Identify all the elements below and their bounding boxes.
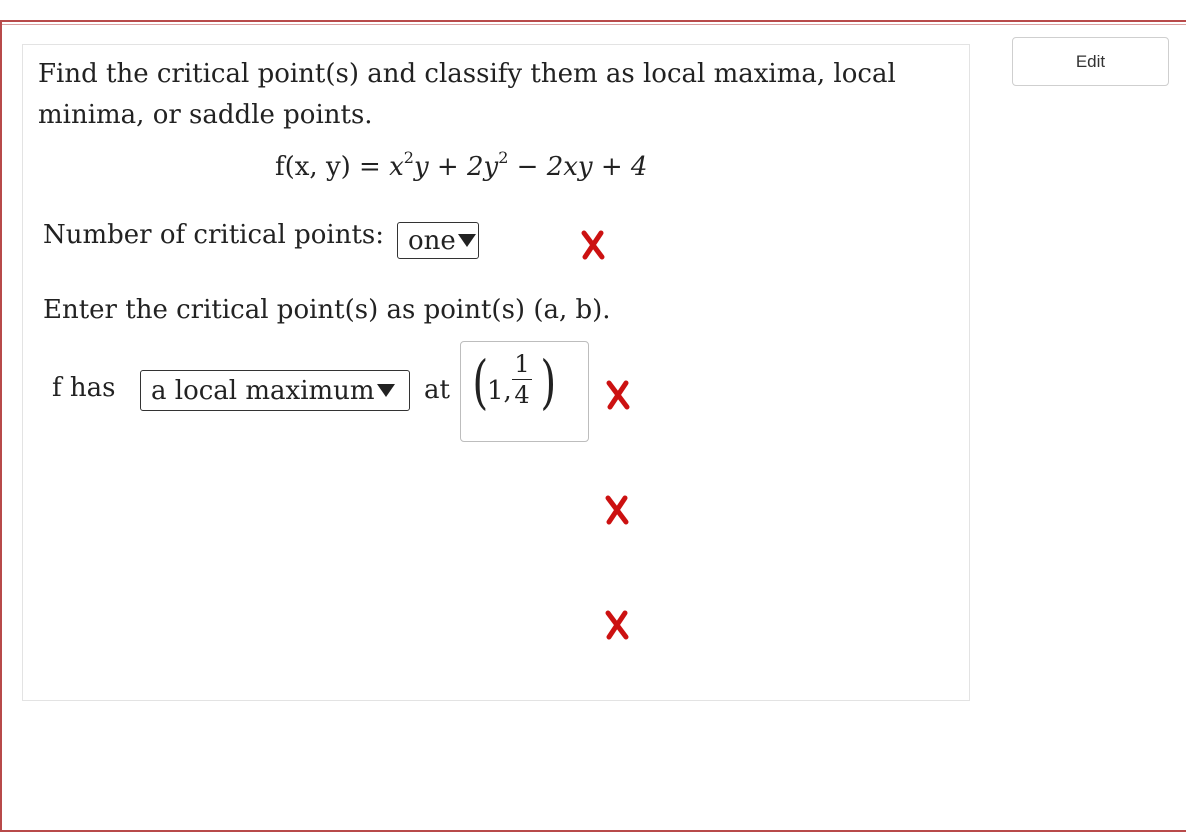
caret-down-icon [458,234,476,247]
caret-down-icon [377,384,395,397]
num-points-value: one [408,225,456,256]
critical-point-input[interactable] [460,341,589,442]
point-x-value: 1, [487,376,512,406]
cross-mark-icon [604,495,630,525]
function-equation [275,148,648,182]
equation-term: y + 2y [413,152,499,182]
num-points-label: Number of critical points: [43,220,385,250]
equation-exponent: 2 [403,148,414,167]
cross-mark-icon [604,610,630,640]
point-close-paren: ) [540,348,557,416]
classification-value: a local maximum [151,375,375,406]
cross-mark-icon [605,380,631,410]
equation-exponent: 2 [498,148,509,167]
equation-term: x [389,152,404,182]
num-points-select[interactable] [397,222,479,259]
at-label: at [424,375,450,405]
equation-lhs: f(x, y) = [275,152,381,182]
question-prompt: Find the critical point(s) and classify them as local maxima, local minima, or saddle points. [38,59,896,130]
point-y-fraction [511,350,533,409]
point-y-numerator: 1 [514,350,530,378]
enter-prompt: Enter the critical point(s) as point(s) (a, b). [43,295,611,325]
fraction-bar [512,379,532,380]
equation-term: − 2xy + 4 [508,152,648,182]
point-y-denominator: 4 [514,381,530,409]
cross-mark-icon [580,230,606,260]
point-open-paren: ( [472,348,489,416]
f-has-label: f has [52,373,116,403]
edit-button[interactable]: Edit [1012,37,1169,86]
classification-select[interactable] [140,370,410,411]
